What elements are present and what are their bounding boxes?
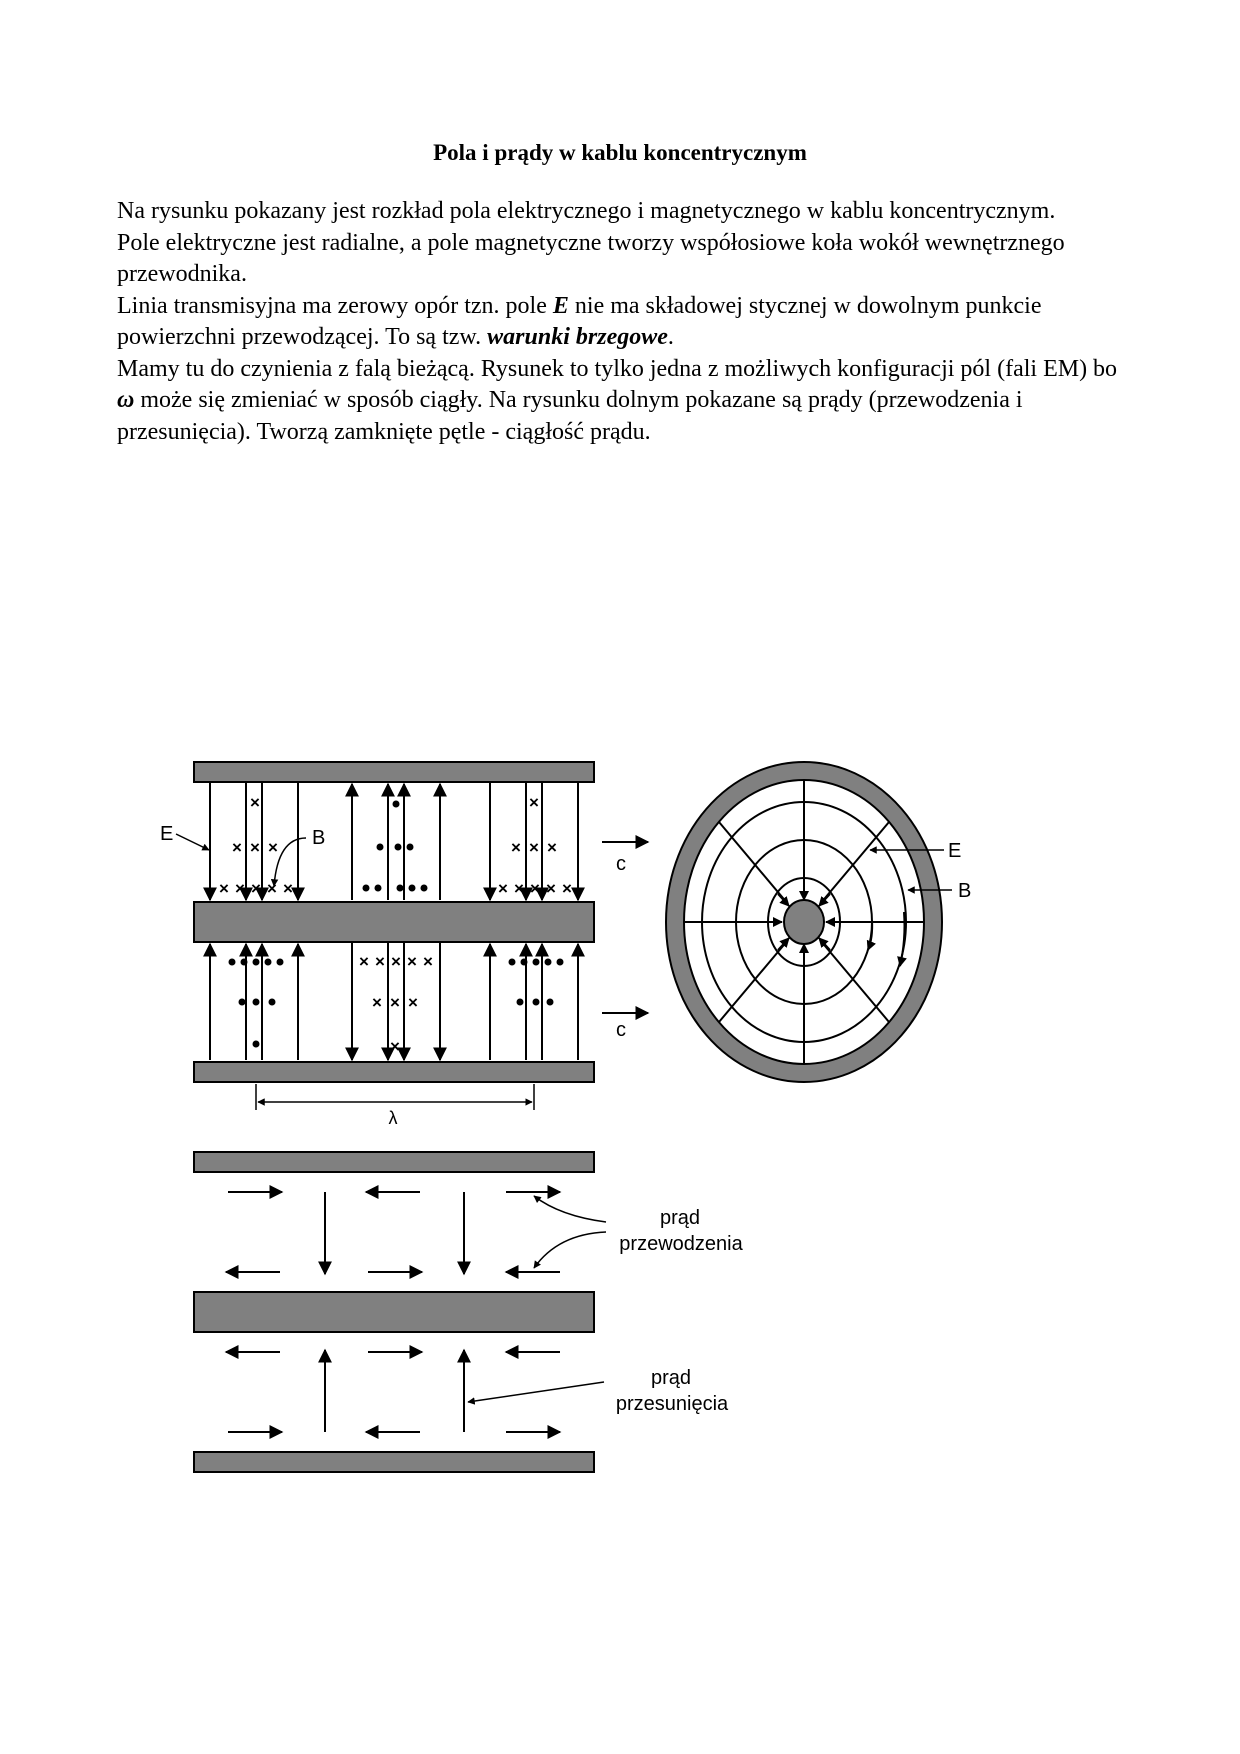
paragraph-3-part-b: nie ma składowej stycznej w dowolnym punkcie powierzchni przewodzącej. To są tzw.	[117, 292, 1042, 350]
conduction-label-line2: przewodzenia	[619, 1233, 743, 1255]
svg-text:×: ×	[529, 838, 539, 857]
svg-text:×: ×	[390, 993, 400, 1012]
svg-text:×: ×	[511, 838, 521, 857]
displacement-label-line2: przesunięcia	[615, 1393, 729, 1415]
svg-text:×: ×	[546, 879, 556, 898]
displacement-label-line1: prąd	[650, 1367, 692, 1389]
current-conductor-top	[194, 1152, 594, 1172]
inner-conductor-core	[784, 900, 824, 944]
paragraph-4-part-a: Mamy tu do czynienia z falą bieżącą. Rysunek to tylko jedna z możliwych konfiguracji pól (fali EM) bo	[117, 355, 1118, 382]
conduction-leader-lower	[534, 1232, 606, 1268]
currents-diagram	[194, 1152, 744, 1472]
svg-text:×: ×	[268, 838, 278, 857]
svg-text:×: ×	[529, 793, 539, 812]
label-E-cross: E	[948, 840, 962, 862]
longitudinal-section	[160, 762, 648, 1128]
outer-conductor-bottom	[194, 1062, 594, 1082]
page-title: Pola i prądy w kablu koncentrycznym	[433, 140, 807, 165]
svg-text:×: ×	[407, 952, 417, 971]
label-c-upper: c	[616, 853, 626, 875]
label-E: E	[160, 823, 174, 845]
svg-text:×: ×	[562, 879, 572, 898]
current-conductor-bottom	[194, 1452, 594, 1472]
displacement-leader	[468, 1382, 604, 1402]
inner-conductor	[194, 902, 594, 942]
paragraph-3-part-c: .	[667, 324, 674, 350]
svg-text:×: ×	[250, 793, 260, 812]
svg-text:×: ×	[232, 838, 242, 857]
symbol-E: E	[552, 292, 569, 319]
svg-text:×: ×	[219, 879, 229, 898]
svg-text:×: ×	[235, 879, 245, 898]
svg-text:×: ×	[498, 879, 508, 898]
paragraph-1: Na rysunku pokazany jest rozkład pola elektrycznego i magnetycznego w kablu koncentrycznym.	[117, 198, 1056, 224]
label-B-cross: B	[958, 880, 972, 902]
svg-text:×: ×	[251, 879, 261, 898]
cross-section	[666, 762, 971, 1082]
svg-text:×: ×	[390, 1037, 400, 1056]
current-conductor-middle	[194, 1292, 594, 1332]
svg-text:×: ×	[267, 879, 277, 898]
svg-text:×: ×	[547, 838, 557, 857]
svg-text:×: ×	[408, 993, 418, 1012]
symbol-omega: ω	[117, 387, 135, 413]
svg-text:×: ×	[423, 952, 433, 971]
svg-text:×: ×	[372, 993, 382, 1012]
paragraph-4-part-b: może się zmieniać w sposób ciągły. Na rysunku dolnym pokazane są prądy (przewodzenia i przesunięcia). Tworzą zamknięte pętle - ciągłość prądu.	[117, 387, 1023, 445]
svg-text:×: ×	[514, 879, 524, 898]
svg-text:×: ×	[391, 952, 401, 971]
outer-conductor-top	[194, 762, 594, 782]
conduction-label-line1: prąd	[659, 1207, 701, 1229]
svg-text:×: ×	[359, 952, 369, 971]
label-c-lower: c	[616, 1019, 626, 1041]
svg-text:×: ×	[530, 879, 540, 898]
term-boundary-conditions: warunki brzegowe	[487, 324, 668, 350]
conduction-leader-upper	[534, 1196, 606, 1222]
label-B: B	[312, 827, 326, 849]
paragraph-3-part-a: Linia transmisyjna ma zerowy opór tzn. pole	[117, 292, 553, 319]
wavelength-marker	[256, 1084, 534, 1110]
svg-text:×: ×	[375, 952, 385, 971]
svg-text:×: ×	[283, 879, 293, 898]
label-E-leader	[176, 834, 209, 850]
label-lambda: λ	[388, 1108, 398, 1128]
paragraph-2: Pole elektryczne jest radialne, a pole magnetyczne tworzy współosiowe koła wokół wewnętrznego przewodnika.	[117, 229, 1065, 287]
svg-text:×: ×	[250, 838, 260, 857]
